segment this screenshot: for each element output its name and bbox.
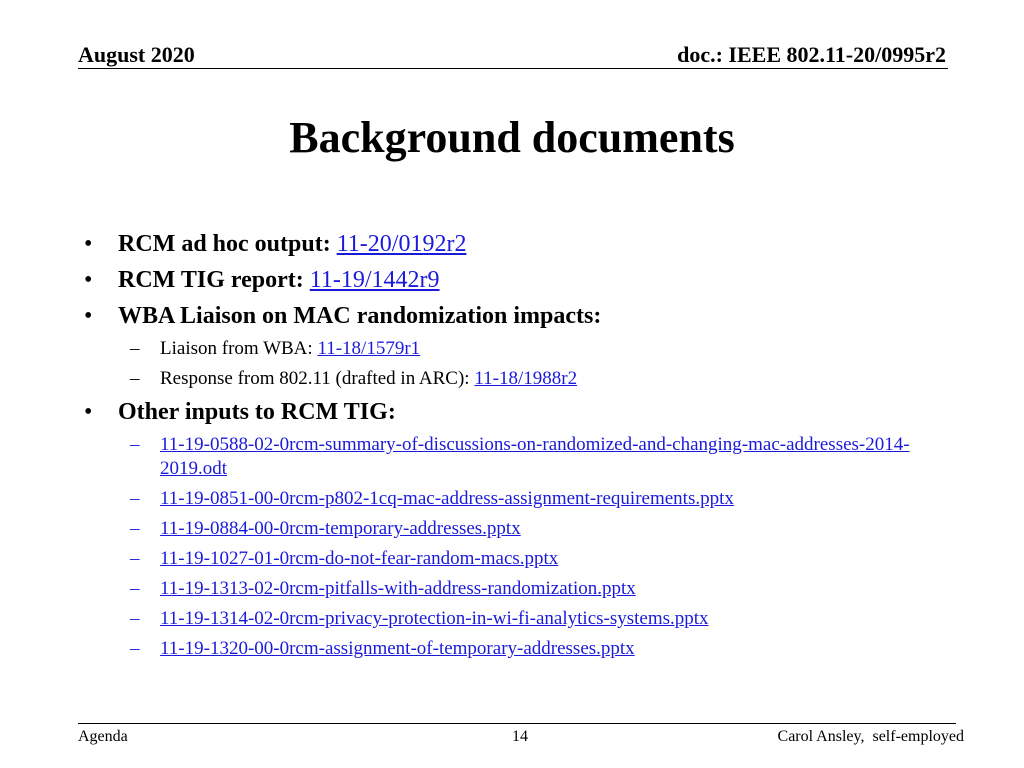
bullet-icon: •	[84, 267, 93, 293]
sub-item-label: Liaison from WBA:	[160, 338, 318, 359]
dash-icon: –	[130, 548, 140, 569]
bullet-icon: •	[84, 399, 93, 425]
bullet-label: Other inputs to RCM TIG:	[118, 399, 396, 425]
link-doc-0884[interactable]: 11-19-0884-00-0rcm-temporary-addresses.pptx	[160, 518, 521, 539]
bullet-label: WBA Liaison on MAC randomization impacts:	[118, 303, 602, 329]
link-rcm-ad-hoc-output[interactable]: 11-20/0192r2	[336, 231, 467, 257]
bullet-icon: •	[84, 303, 93, 329]
link-doc-0851[interactable]: 11-19-0851-00-0rcm-p802-1cq-mac-address-assignment-requirements.pptx	[160, 488, 734, 509]
footer-divider	[78, 723, 956, 724]
link-doc-1320[interactable]: 11-19-1320-00-0rcm-assignment-of-temporary-addresses.pptx	[160, 638, 635, 659]
link-liaison-from-wba[interactable]: 11-18/1579r1	[317, 338, 421, 359]
header-doc-id: doc.: IEEE 802.11-20/0995r2	[677, 42, 946, 67]
dash-icon: –	[130, 338, 140, 359]
slide-body	[84, 226, 964, 664]
bullet-label: RCM TIG report:	[118, 267, 310, 293]
dash-icon: –	[130, 518, 140, 539]
bullet-other-inputs	[84, 394, 964, 430]
footer-author: Carol Ansley, self-employed	[777, 728, 964, 745]
header-date: August 2020	[78, 42, 195, 67]
dash-icon: –	[130, 434, 140, 455]
bullet-rcm-ad-hoc-output	[84, 226, 964, 262]
footer-section: Agenda	[78, 728, 128, 745]
dash-icon: –	[130, 638, 140, 659]
dash-icon: –	[130, 488, 140, 509]
link-response-from-80211[interactable]: 11-18/1988r2	[474, 368, 578, 389]
list-item-doc-0588	[84, 430, 964, 484]
bullet-wba-liaison	[84, 298, 964, 334]
dash-icon: –	[130, 578, 140, 599]
list-item-doc-1313	[84, 574, 964, 604]
slide-title: Background documents	[289, 113, 735, 162]
list-item-doc-1314	[84, 604, 964, 634]
list-item-doc-0851	[84, 484, 964, 514]
link-doc-1313[interactable]: 11-19-1313-02-0rcm-pitfalls-with-address-randomization.pptx	[160, 578, 636, 599]
list-item-doc-0884	[84, 514, 964, 544]
page-number: 14	[512, 728, 528, 745]
bullet-label: RCM ad hoc output:	[118, 231, 337, 257]
sub-item-liaison-from-wba	[84, 334, 964, 364]
dash-icon: –	[130, 368, 140, 389]
bullet-icon: •	[84, 231, 93, 257]
link-rcm-tig-report[interactable]: 11-19/1442r9	[309, 267, 440, 293]
sub-item-label: Response from 802.11 (drafted in ARC):	[160, 368, 475, 389]
header-divider	[78, 68, 948, 69]
list-item-doc-1320	[84, 634, 964, 664]
link-doc-0588[interactable]: 11-19-0588-02-0rcm-summary-of-discussions-on-randomized-and-changing-mac-addresses-2014-2019.odt	[160, 434, 910, 479]
list-item-doc-1027	[84, 544, 964, 574]
bullet-rcm-tig-report	[84, 262, 964, 298]
dash-icon: –	[130, 608, 140, 629]
sub-item-response-from-80211	[84, 364, 964, 394]
link-doc-1027[interactable]: 11-19-1027-01-0rcm-do-not-fear-random-macs.pptx	[160, 548, 559, 569]
link-doc-1314[interactable]: 11-19-1314-02-0rcm-privacy-protection-in-wi-fi-analytics-systems.pptx	[160, 608, 709, 629]
